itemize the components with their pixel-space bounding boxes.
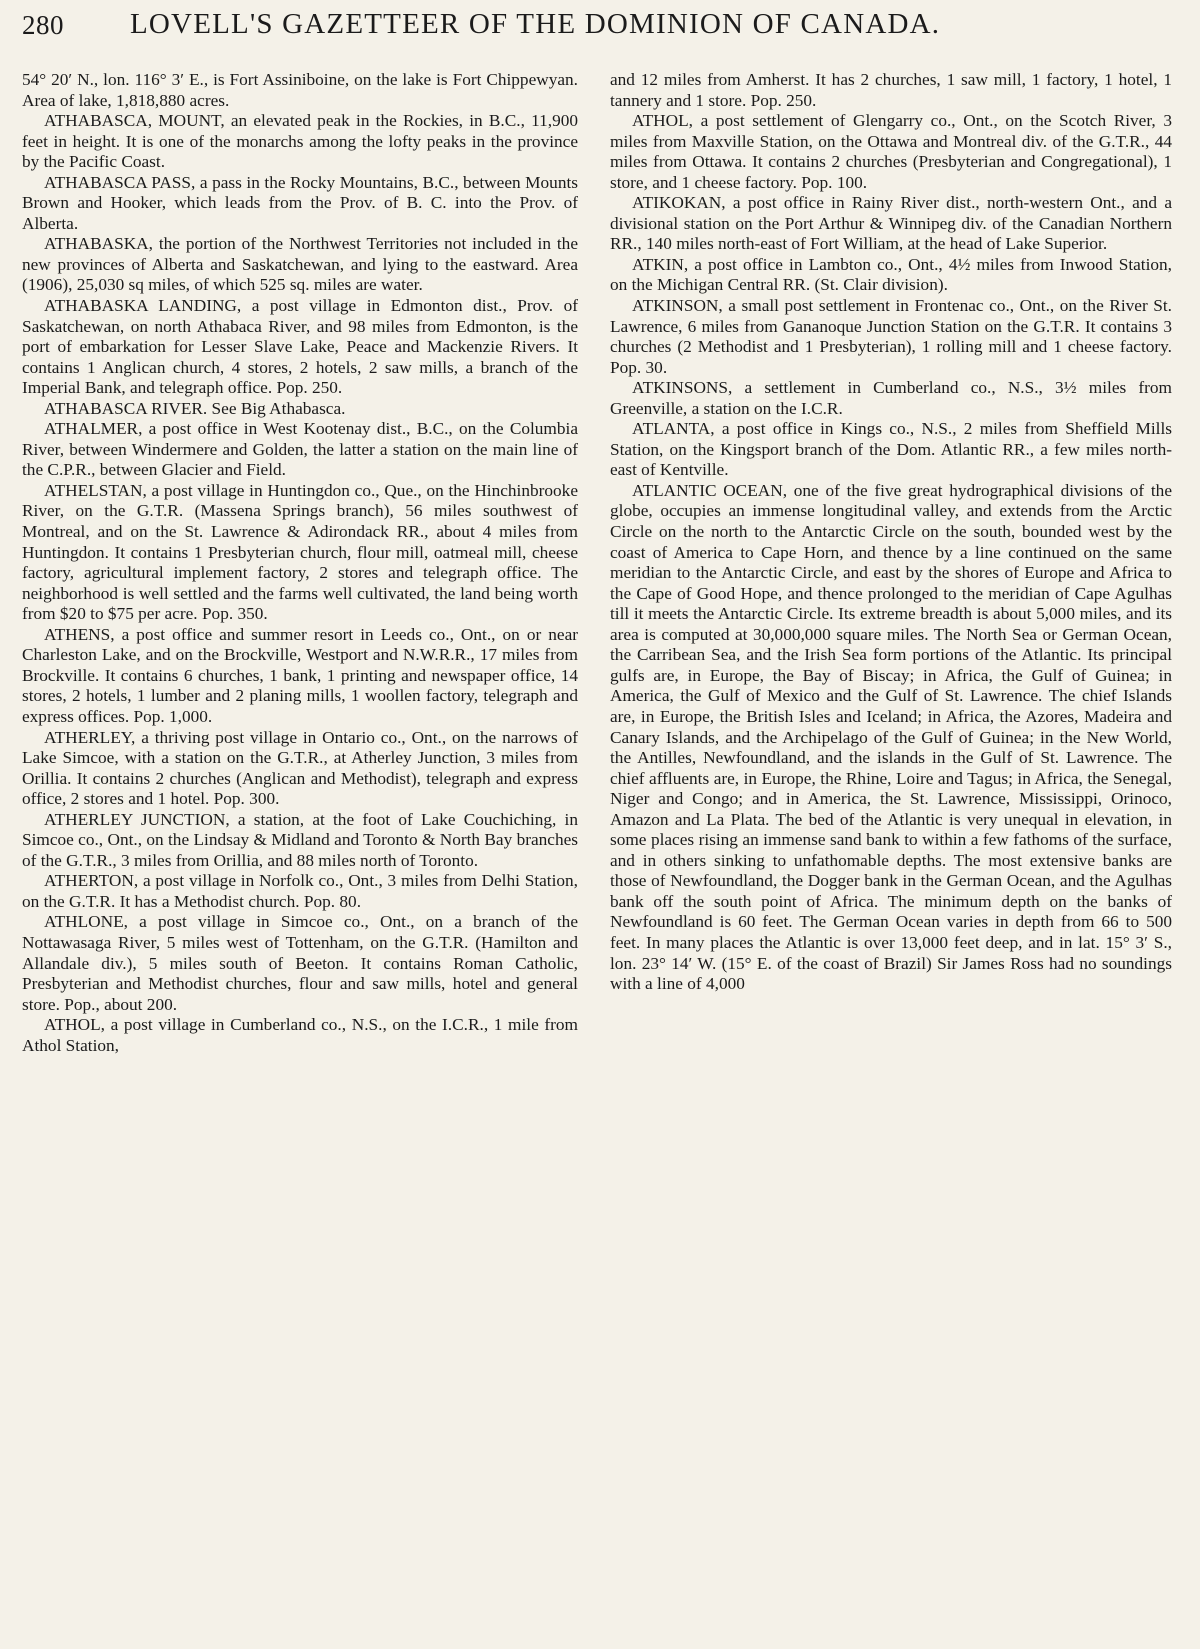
gazetteer-entry: ATHALMER, a post office in West Kootenay dist., B.C., on the Columbia River, between Windermere and Golden, the latter a station on the main line of the C.P.R., between Glacier and Field. [22, 419, 578, 480]
gazetteer-entry: ATHABASKA LANDING, a post village in Edmonton dist., Prov. of Saskatchewan, on north Athabaca River, and 98 miles from Edmonton, is the port of embarkation for Lesser Slave Lake, Peace and Mackenzie Rivers. It contains 1 Anglican church, 4 stores, 2 hotels, 2 saw mills, a branch of the Imperial Bank, and telegraph office. Pop. 250. [22, 296, 578, 398]
gazetteer-entry: ATKIN, a post office in Lambton co., Ont., 4½ miles from Inwood Station, on the Michigan Central RR. (St. Clair division). [610, 254, 1172, 295]
gazetteer-entry: ATKINSONS, a settlement in Cumberland co., N.S., 3½ miles from Greenville, a station on the I.C.R. [610, 378, 1172, 418]
gazetteer-entry: ATLANTA, a post office in Kings co., N.S., 2 miles from Sheffield Mills Station, on the Kingsport branch of the Dom. Atlantic RR., a few miles north-east of Kentville. [610, 419, 1172, 480]
left-column [22, 70, 578, 1056]
gazetteer-entry: ATKINSON, a small post settlement in Frontenac co., Ont., on the River St. Lawrence, 6 miles from Gananoque Junction Station on the G.T.R. It contains 3 churches (2 Methodist and 1 Presbyterian), 1 rolling mill and 1 cheese factory. Pop. 30. [610, 296, 1172, 377]
gazetteer-entry: ATHOL, a post settlement of Glengarry co., Ont., on the Scotch River, 3 miles from Maxville Station, on the Ottawa and Montreal div. of the G.T.R., 44 miles from Ottawa. It contains 2 churches (Presbyterian and Congregational), 1 store, and 1 cheese factory. Pop. 100. [610, 111, 1172, 192]
gazetteer-entry: ATHERTON, a post village in Norfolk co., Ont., 3 miles from Delhi Station, on the G.T.R. It has a Methodist church. Pop. 80. [22, 871, 578, 911]
gazetteer-entry: ATHLONE, a post village in Simcoe co., Ont., on a branch of the Nottawasaga River, 5 miles west of Tottenham, on the G.T.R. (Hamilton and Allandale div.), 5 miles south of Beeton. It contains Roman Catholic, Presbyterian and Methodist churches, flour and saw mills, hotel and general store. Pop., about 200. [22, 912, 578, 1014]
gazetteer-entry: ATHELSTAN, a post village in Huntingdon co., Que., on the Hinchinbrooke River, on the G.T.R. (Massena Springs branch), 56 miles southwest of Montreal, and on the St. Lawrence & Adirondack RR., about 4 miles from Huntingdon. It contains 1 Presbyterian church, flour mill, oatmeal mill, cheese factory, agricultural implement factory, 2 stores and telegraph office. The neighborhood is well settled and the farms well cultivated, the land being worth from $20 to $75 per acre. Pop. 350. [22, 480, 578, 624]
gazetteer-entry: ATHOL, a post village in Cumberland co., N.S., on the I.C.R., 1 mile from Athol Station, [22, 1015, 578, 1055]
gazetteer-entry: and 12 miles from Amherst. It has 2 churches, 1 saw mill, 1 factory, 1 hotel, 1 tannery and 1 store. Pop. 250. [610, 70, 1172, 110]
running-title: LOVELL'S GAZETTEER OF THE DOMINION OF CANADA. [130, 8, 941, 40]
gazetteer-entry: ATHABASKA, the portion of the Northwest Territories not included in the new provinces of Alberta and Saskatchewan, and lying to the eastward. Area (1906), 25,030 sq miles, of which 525 sq. miles are water. [22, 234, 578, 295]
right-column [610, 70, 1172, 995]
gazetteer-entry: ATHABASCA PASS, a pass in the Rocky Mountains, B.C., between Mounts Brown and Hooker, which leads from the Prov. of B. C. into the Prov. of Alberta. [22, 172, 578, 233]
gazetteer-entry: 54° 20′ N., lon. 116° 3′ E., is Fort Assiniboine, on the lake is Fort Chippewyan. Area of lake, 1,818,880 acres. [22, 70, 578, 110]
page-number: 280 [22, 10, 64, 40]
page-header [22, 6, 1172, 50]
gazetteer-entry: ATHENS, a post office and summer resort in Leeds co., Ont., on or near Charleston Lake, and on the Brockville, Westport and N.W.R.R., 17 miles from Brockville. It contains 6 churches, 1 bank, 1 printing and newspaper office, 14 stores, 2 hotels, 1 lumber and 2 planing mills, 1 woollen factory, telegraph and express offices. Pop. 1,000. [22, 624, 578, 726]
gazetteer-entry: ATHABASCA, MOUNT, an elevated peak in the Rockies, in B.C., 11,900 feet in height. It is one of the monarchs among the lofty peaks in the province by the Pacific Coast. [22, 111, 578, 172]
gazetteer-entry: ATLANTIC OCEAN, one of the five great hydrographical divisions of the globe, occupies an immense longitudinal valley, and extends from the Arctic Circle on the north to the Antarctic Circle on the south, bounded west by the coast of America to Cape Horn, and thence by a line continued on the same meridian to the Antarctic Circle, and east by the shores of Europe and Africa to the Cape of Good Hope, and thence prolonged to the meridian of Cape Agulhas till it meets the Antarctic Circle. Its extreme breadth is about 5,000 miles, and its area is computed at 30,000,000 square miles. The North Sea or German Ocean, the Carribean Sea, and the Irish Sea form portions of the Atlantic. Its principal gulfs are, in Europe, the Bay of Biscay; in Africa, the Gulf of Guinea; in America, the Gulf of Mexico and the Gulf of St. Lawrence. The chief Islands are, in Europe, the British Isles and Iceland; in Africa, the Azores, Madeira and Canary Islands, and the Archipelago of the Gulf of Guinea; in the New World, the Antilles, Newfoundland, and the islands in the Gulf of St. Lawrence. The chief affluents are, in Europe, the Rhine, Loire and Tagus; in Africa, the Senegal, Niger and Congo; and in America, the St. Lawrence, Mississippi, Orinoco, Amazon and La Plata. The bed of the Atlantic is very unequal in elevation, in some places rising an immense sand bank to within a few fathoms of the surface, and in others sinking to unfathomable depths. The most extensive banks are those of Newfoundland, the Dogger bank in the German Ocean, and the Agulhas bank off the south point of Africa. The minimum depth on the banks of Newfoundland is 60 feet. The German Ocean varies in depth from 66 to 500 feet. In many places the Atlantic is over 13,000 feet deep, and in lat. 15° 3′ S., lon. 23° 14′ W. (15° E. of the coast of Brazil) Sir James Ross had no soundings with a line of 4,000 [610, 480, 1172, 994]
gazetteer-entry: ATHERLEY JUNCTION, a station, at the foot of Lake Couchiching, in Simcoe co., Ont., on the Lindsay & Midland and Toronto & North Bay branches of the G.T.R., 3 miles from Orillia, and 88 miles north of Toronto. [22, 809, 578, 870]
gazetteer-entry: ATIKOKAN, a post office in Rainy River dist., north-western Ont., and a divisional station on the Port Arthur & Winnipeg div. of the Canadian Northern RR., 140 miles north-east of Fort William, at the head of Lake Superior. [610, 193, 1172, 254]
gazetteer-entry: ATHERLEY, a thriving post village in Ontario co., Ont., on the narrows of Lake Simcoe, with a station on the G.T.R., at Atherley Junction, 3 miles from Orillia. It contains 2 churches (Anglican and Methodist), telegraph and express office, 2 stores and 1 hotel. Pop. 300. [22, 727, 578, 809]
gazetteer-entry: ATHABASCA RIVER. See Big Athabasca. [44, 398, 346, 418]
